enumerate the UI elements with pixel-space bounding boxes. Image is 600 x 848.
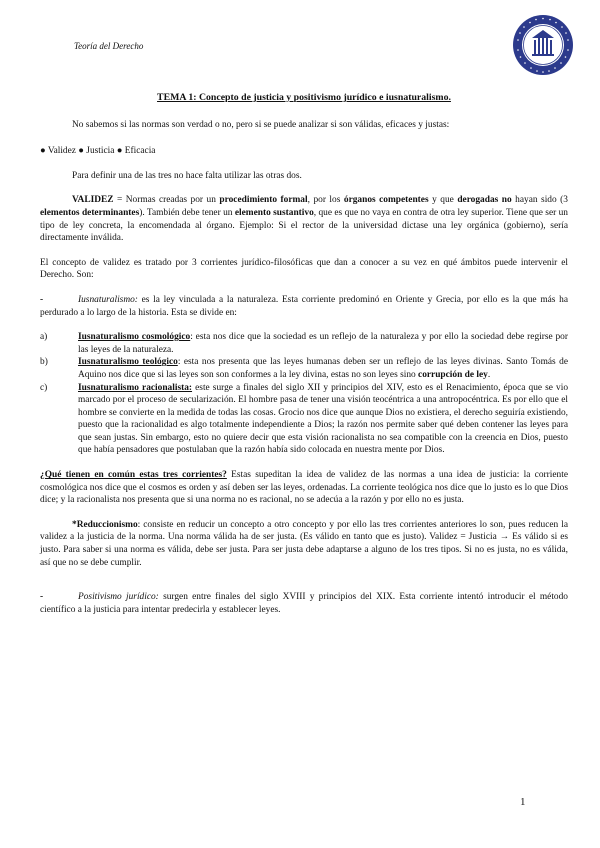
positivismo-text: surgen entre finales del siglo XVIII y principios del XIX. Esta corriente intentó introducir el método científico a la justicia para intentar predecirla y establecer leyes. bbox=[40, 592, 568, 615]
list-label: c) bbox=[40, 382, 48, 393]
comun-paragraph bbox=[40, 469, 568, 507]
concept-bullets: ● Validez ● Justicia ● Eficacia bbox=[40, 146, 156, 157]
validez-bold: procedimiento formal bbox=[219, 195, 308, 206]
comun-question: ¿Qué tienen en común estas tres corrientes? bbox=[40, 470, 227, 481]
list-label: b) bbox=[40, 357, 48, 368]
list-item bbox=[40, 356, 568, 381]
list-desc: : esta nos presenta que las leyes humanas deben ser un reflejo de las leyes divinas. Santo Tomás de Aquino nos dice que si las leyes son son conformes a la ley divina, estas no son leyes sino bbox=[78, 357, 568, 380]
validez-bold: órganos competentes bbox=[343, 195, 429, 206]
list-term: Iusnaturalismo cosmológico bbox=[78, 332, 191, 343]
list-term: Iusnaturalismo racionalista: bbox=[78, 382, 193, 393]
list-term: Iusnaturalismo teológico bbox=[78, 357, 178, 368]
validez-text: y que bbox=[428, 195, 458, 206]
positivismo-paragraph bbox=[40, 591, 568, 616]
list-label: a) bbox=[40, 332, 48, 343]
running-header: Teoría del Derecho bbox=[74, 41, 144, 51]
dash-marker: - bbox=[40, 592, 44, 603]
list-text bbox=[78, 331, 568, 356]
document-body bbox=[40, 92, 568, 616]
iusnaturalismo-text: es la ley vinculada a la naturaleza. Esta corriente predominó en Oriente y Grecia, por ello es la que más ha perdurado a lo largo de la historia. Esta se divide en: bbox=[40, 294, 568, 318]
validez-text: ). También debe tener un bbox=[139, 207, 235, 218]
validez-bold: elemento sustantivo bbox=[234, 207, 314, 218]
reduccionismo-term: *Reduccionismo bbox=[72, 519, 138, 530]
university-seal-logo bbox=[512, 14, 574, 76]
validez-paragraph bbox=[40, 194, 568, 244]
list-text bbox=[78, 382, 568, 458]
validez-text: , por los bbox=[307, 195, 344, 206]
reduccionismo-text: : consiste en reducir un concepto a otro concepto y por ello las tres corrientes anteriores lo son, pues reducen la validez a la justicia de la norma. Una norma válida ha de ser justa. (Es válido en tanto que es justo). Validez = Justicia → Es válido si es justo. Para saber si una norma es válida, debe ser justa. Para ser justa debe adaptarse a alguno de los tres tipos. Si no es justa, no es válida, así que no se debe cumplir. bbox=[40, 519, 568, 568]
iusnaturalismo-term: Iusnaturalismo: bbox=[78, 294, 138, 305]
intro-paragraph: No sabemos si las normas son verdad o no, pero si se puede analizar si son válidas, eficaces y justas: bbox=[72, 119, 450, 130]
validez-text: hayan sido (3 bbox=[511, 195, 568, 206]
validez-term: VALIDEZ bbox=[72, 195, 114, 206]
document-title: TEMA 1: Concepto de justicia y positivismo jurídico e iusnaturalismo. bbox=[157, 92, 451, 103]
validez-bold: derogadas no bbox=[457, 195, 512, 206]
comun-text: Estas supeditan la idea de validez de las normas a una idea de justicia: la corriente cosmológica nos dice que el cosmos es orden y así deben ser las leyes, ordenadas. La corriente teológica nos dice que lo justo es lo que Dios dice; y la racionalista nos presenta que si una norma no es racional, no se adecúa a la razón y por ello no es justa. bbox=[40, 470, 568, 506]
concepto-paragraph: El concepto de validez es tratado por 3 corrientes jurídico-filosóficas que dan a conocer a su vez en qué ámbitos puede intervenir el Derecho. Son: bbox=[40, 257, 568, 281]
dash-marker: - bbox=[40, 294, 44, 305]
page-number: 1 bbox=[520, 796, 526, 808]
validez-bold: elementos determinantes bbox=[40, 207, 140, 218]
reduccionismo-paragraph bbox=[40, 519, 568, 569]
define-paragraph: Para definir una de las tres no hace falta utilizar las otras dos. bbox=[72, 170, 302, 181]
list-text bbox=[78, 356, 568, 381]
list-term-secondary: corrupción de ley bbox=[418, 369, 488, 380]
validez-text: = Normas creadas por un bbox=[113, 195, 220, 206]
list-desc: . bbox=[487, 369, 491, 380]
list-item bbox=[40, 331, 568, 356]
positivismo-term: Positivismo jurídico: bbox=[78, 592, 159, 603]
iusnaturalismo-paragraph bbox=[40, 294, 568, 319]
validez-text: , que es que no vaya en contra de otra ley superior. Tiene que ser un tipo de ley concreta, la encomendada al órgano. Ejemplo: Si el rector de la universidad dictase una ley orgánica (gobierno), sería directamente inválida. bbox=[40, 207, 568, 244]
list-desc: este surge a finales del siglo XII y principios del XIV, esto es el Renacimiento, época que se vio marcado por el proceso de secularización. El hombre pasa de tener una visión teocéntrica a una antropocéntrica. Es por ello que el hombre se convierte en la medida de todas las cosas. Grocio nos dice que aunque Dios no existiera, el derecho seguiría existiendo, puesto que la racionalidad es algo totalmente independiente a Dios; la razón nos permite saber qué deben contener las leyes para que sean justas. Sin embargo, esto no quiere decir que esta visión racionalista no sea compatible con la creencia en Dios, puesto que había pensadores que postulaban que la razón había sido colocada en nuestra mente por Dios. bbox=[78, 382, 569, 456]
list-item bbox=[40, 382, 568, 458]
list-desc: : esta nos dice que la sociedad es un reflejo de la naturaleza y por ello la sociedad debe regirse por las leyes de la naturaleza. bbox=[78, 332, 568, 355]
